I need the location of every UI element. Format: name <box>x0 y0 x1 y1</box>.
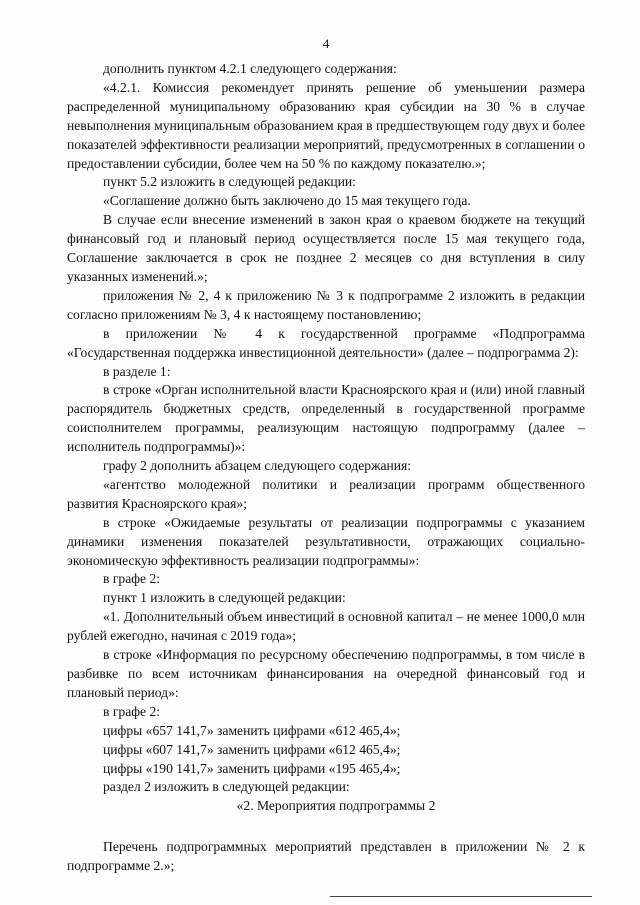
paragraph: в приложении № 4 к государственной программе «Подпрограмма «Государственная поддержка инвестиционной деятельности» (далее – подпрограмма 2): <box>67 325 585 360</box>
paragraph: графу 2 дополнить абзацем следующего содержания: <box>103 458 412 474</box>
paragraph: «1. Дополнительный объем инвестиций в основной капитал – не менее 1000,0 млн рублей ежегодно, начиная с 2019 года»; <box>67 609 585 644</box>
paragraph: «4.2.1. Комиссия рекомендует принять решение об уменьшении размера распределенной муниципальному образованию края субсидии на 30 % в случае невыполнения муниципальным образованием края в предшествующем году двух и более показателей эффективности реализации мероприятий, предусмотренных в соглашении о предоставлении субсидии, более чем на 50 % по каждому показателю.»; <box>67 79 585 171</box>
paragraph: в строке «Орган исполнительной власти Красноярского края и (или) иной главный распорядитель бюджетных средств, определенный в государственной программе соисполнителем программы, реализующим настоящую подпрограмму (далее – исполнитель подпрограммы)»: <box>67 382 585 455</box>
paragraph: пункт 5.2 изложить в следующей редакции: <box>103 174 356 190</box>
paragraph: в графе 2: <box>103 703 161 719</box>
paragraph: цифры «657 141,7» заменить цифрами «612 465,4»; <box>103 722 401 738</box>
paragraph: в графе 2: <box>103 571 161 587</box>
footer-rule <box>330 896 592 897</box>
paragraph: цифры «190 141,7» заменить цифрами «195 465,4»; <box>103 760 401 776</box>
paragraph: приложения № 2, 4 к приложению № 3 к подпрограмме 2 изложить в редакции согласно приложениям № 3, 4 к настоящему постановлению; <box>67 287 585 322</box>
paragraph: «агентство молодежной политики и реализации программ общественного развития Красноярского края»; <box>67 476 585 511</box>
paragraph: Перечень подпрограммных мероприятий представлен в приложении № 2 к подпрограмме 2.»; <box>67 839 585 874</box>
paragraph: дополнить пунктом 4.2.1 следующего содержания: <box>103 61 397 76</box>
paragraph: в строке «Ожидаемые результаты от реализации подпрограммы с указанием динамики изменения показателей результативности, отражающих социально-экономическую эффективность реализации подпрограммы»: <box>67 514 585 568</box>
page-number: 4 <box>322 36 330 51</box>
paragraph: В случае если внесение изменений в закон края о краевом бюджете на текущий финансовый год и плановый период осуществляется после 15 мая текущего года, Соглашение заключается в срок не позднее 2 месяцев со дня вступления в силу указанных изменений.»; <box>67 212 585 284</box>
section-heading: «2. Мероприятия подпрограммы 2 <box>236 798 436 814</box>
paragraph: «Соглашение должно быть заключено до 15 мая текущего года. <box>103 193 471 209</box>
paragraph: цифры «607 141,7» заменить цифрами «612 465,4»; <box>103 741 401 757</box>
paragraph: в строке «Информация по ресурсному обеспечению подпрограммы, в том числе в разбивке по всем источникам финансирования на очередной финансовый год и плановый период»: <box>67 647 585 700</box>
paragraph: раздел 2 изложить в следующей редакции: <box>103 779 350 795</box>
document-body <box>67 60 585 876</box>
paragraph: в разделе 1: <box>103 363 171 379</box>
paragraph: пункт 1 изложить в следующей редакции: <box>103 590 346 606</box>
